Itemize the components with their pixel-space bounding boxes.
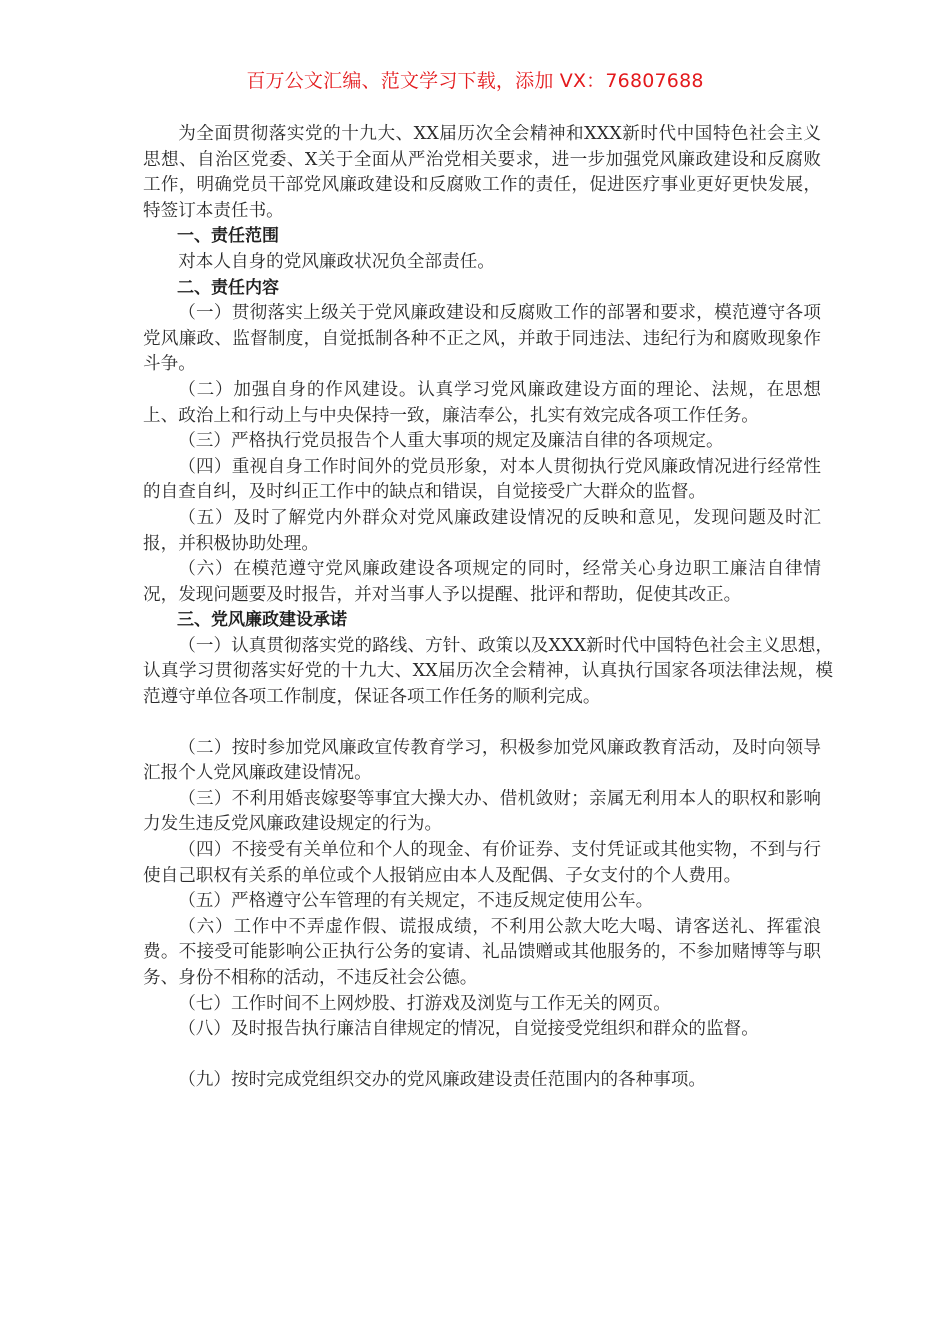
pledge-item-2: （二）按时参加党风廉政宣传教育学习，积极参加党风廉政教育活动，及时向领导汇报个人党风廉政建设情况。 (143, 737, 821, 784)
section-heading-pledge: 三、党风廉政建设承诺 (177, 610, 347, 631)
pledge-item-4: （四）不接受有关单位和个人的现金、有价证券、支付凭证或其他实物，不到与行使自己职权有关系的单位或个人报销应由本人及配偶、子女支付的个人费用。 (143, 840, 821, 886)
content-item-5: （五）及时了解党内外群众对党风廉政建设情况的反映和意见，发现问题及时汇报，并积极协助处理。 (143, 507, 821, 554)
promo-banner: 百万公文汇编、范文学习下载，添加 VX：76807688 (246, 70, 704, 92)
pledge-item-8: （八）及时报告执行廉洁自律规定的情况，自觉接受党组织和群众的监督。 (178, 1019, 759, 1040)
section-heading-scope: 一、责任范围 (177, 226, 279, 247)
pledge-item-5: （五）严格遵守公车管理的有关规定，不违反规定使用公车。 (178, 891, 654, 912)
content-item-4: （四）重视自身工作时间外的党员形象，对本人贯彻执行党风廉政情况进行经常性的自查自纠，及时纠正工作中的缺点和错误，自觉接受广大群众的监督。 (143, 456, 821, 503)
scope-paragraph: 对本人自身的党风廉政状况负全部责任。 (178, 251, 495, 272)
document-body (143, 122, 833, 1093)
content-item-2: （二）加强自身的作风建设。认真学习党风廉政建设方面的理论、法规，在思想上、政治上和行动上与中央保持一致，廉洁奉公，扎实有效完成各项工作任务。 (143, 379, 821, 426)
content-item-1: （一）贯彻落实上级关于党风廉政建设和反腐败工作的部署和要求，模范遵守各项党风廉政、监督制度，自觉抵制各种不正之风，并敢于同违法、违纪行为和腐败现象作斗争。 (143, 303, 821, 375)
pledge-item-3: （三）不利用婚丧嫁娶等事宜大操大办、借机敛财；亲属无利用本人的职权和影响力发生违反党风廉政建设规定的行为。 (143, 788, 821, 835)
section-heading-content: 二、责任内容 (177, 277, 279, 298)
pledge-item-6: （六）工作中不弄虚作假、谎报成绩，不利用公款大吃大喝、请客送礼、挥霍浪费。不接受可能影响公正执行公务的宴请、礼品馈赠或其他服务的，不参加赌博等与职务、身份不相称的活动，不违反社会公德。 (143, 916, 821, 988)
pledge-item-7: （七）工作时间不上网炒股、打游戏及浏览与工作无关的网页。 (178, 993, 671, 1014)
intro-paragraph: 为全面贯彻落实党的十九大、XX届历次全会精神和XXX新时代中国特色社会主义思想、自治区党委、X关于全面从严治党相关要求，进一步加强党风廉政建设和反腐败工作，明确党员干部党风廉政建设和反腐败工作的责任，促进医疗事业更好更快发展，特签订本责任书。 (143, 124, 821, 221)
paragraph-gap (143, 711, 821, 736)
content-item-6: （六）在模范遵守党风廉政建设各项规定的同时，经常关心身边职工廉洁自律情况，发现问题要及时报告，并对当事人予以提醒、批评和帮助，促使其改正。 (143, 559, 821, 605)
content-item-3: （三）严格执行党员报告个人重大事项的规定及廉洁自律的各项规定。 (178, 431, 724, 452)
pledge-item-1: （一）认真贯彻落实党的路线、方针、政策以及XXX新时代中国特色社会主义思想，认真学习贯彻落实好党的十九大、XX届历次全会精神，认真执行国家各项法律法规，模范遵守单位各项工作制度，保证各项工作任务的顺利完成。 (143, 635, 833, 708)
paragraph-gap (143, 1043, 821, 1068)
pledge-item-9: （九）按时完成党组织交办的党风廉政建设责任范围内的各种事项。 (178, 1069, 707, 1090)
